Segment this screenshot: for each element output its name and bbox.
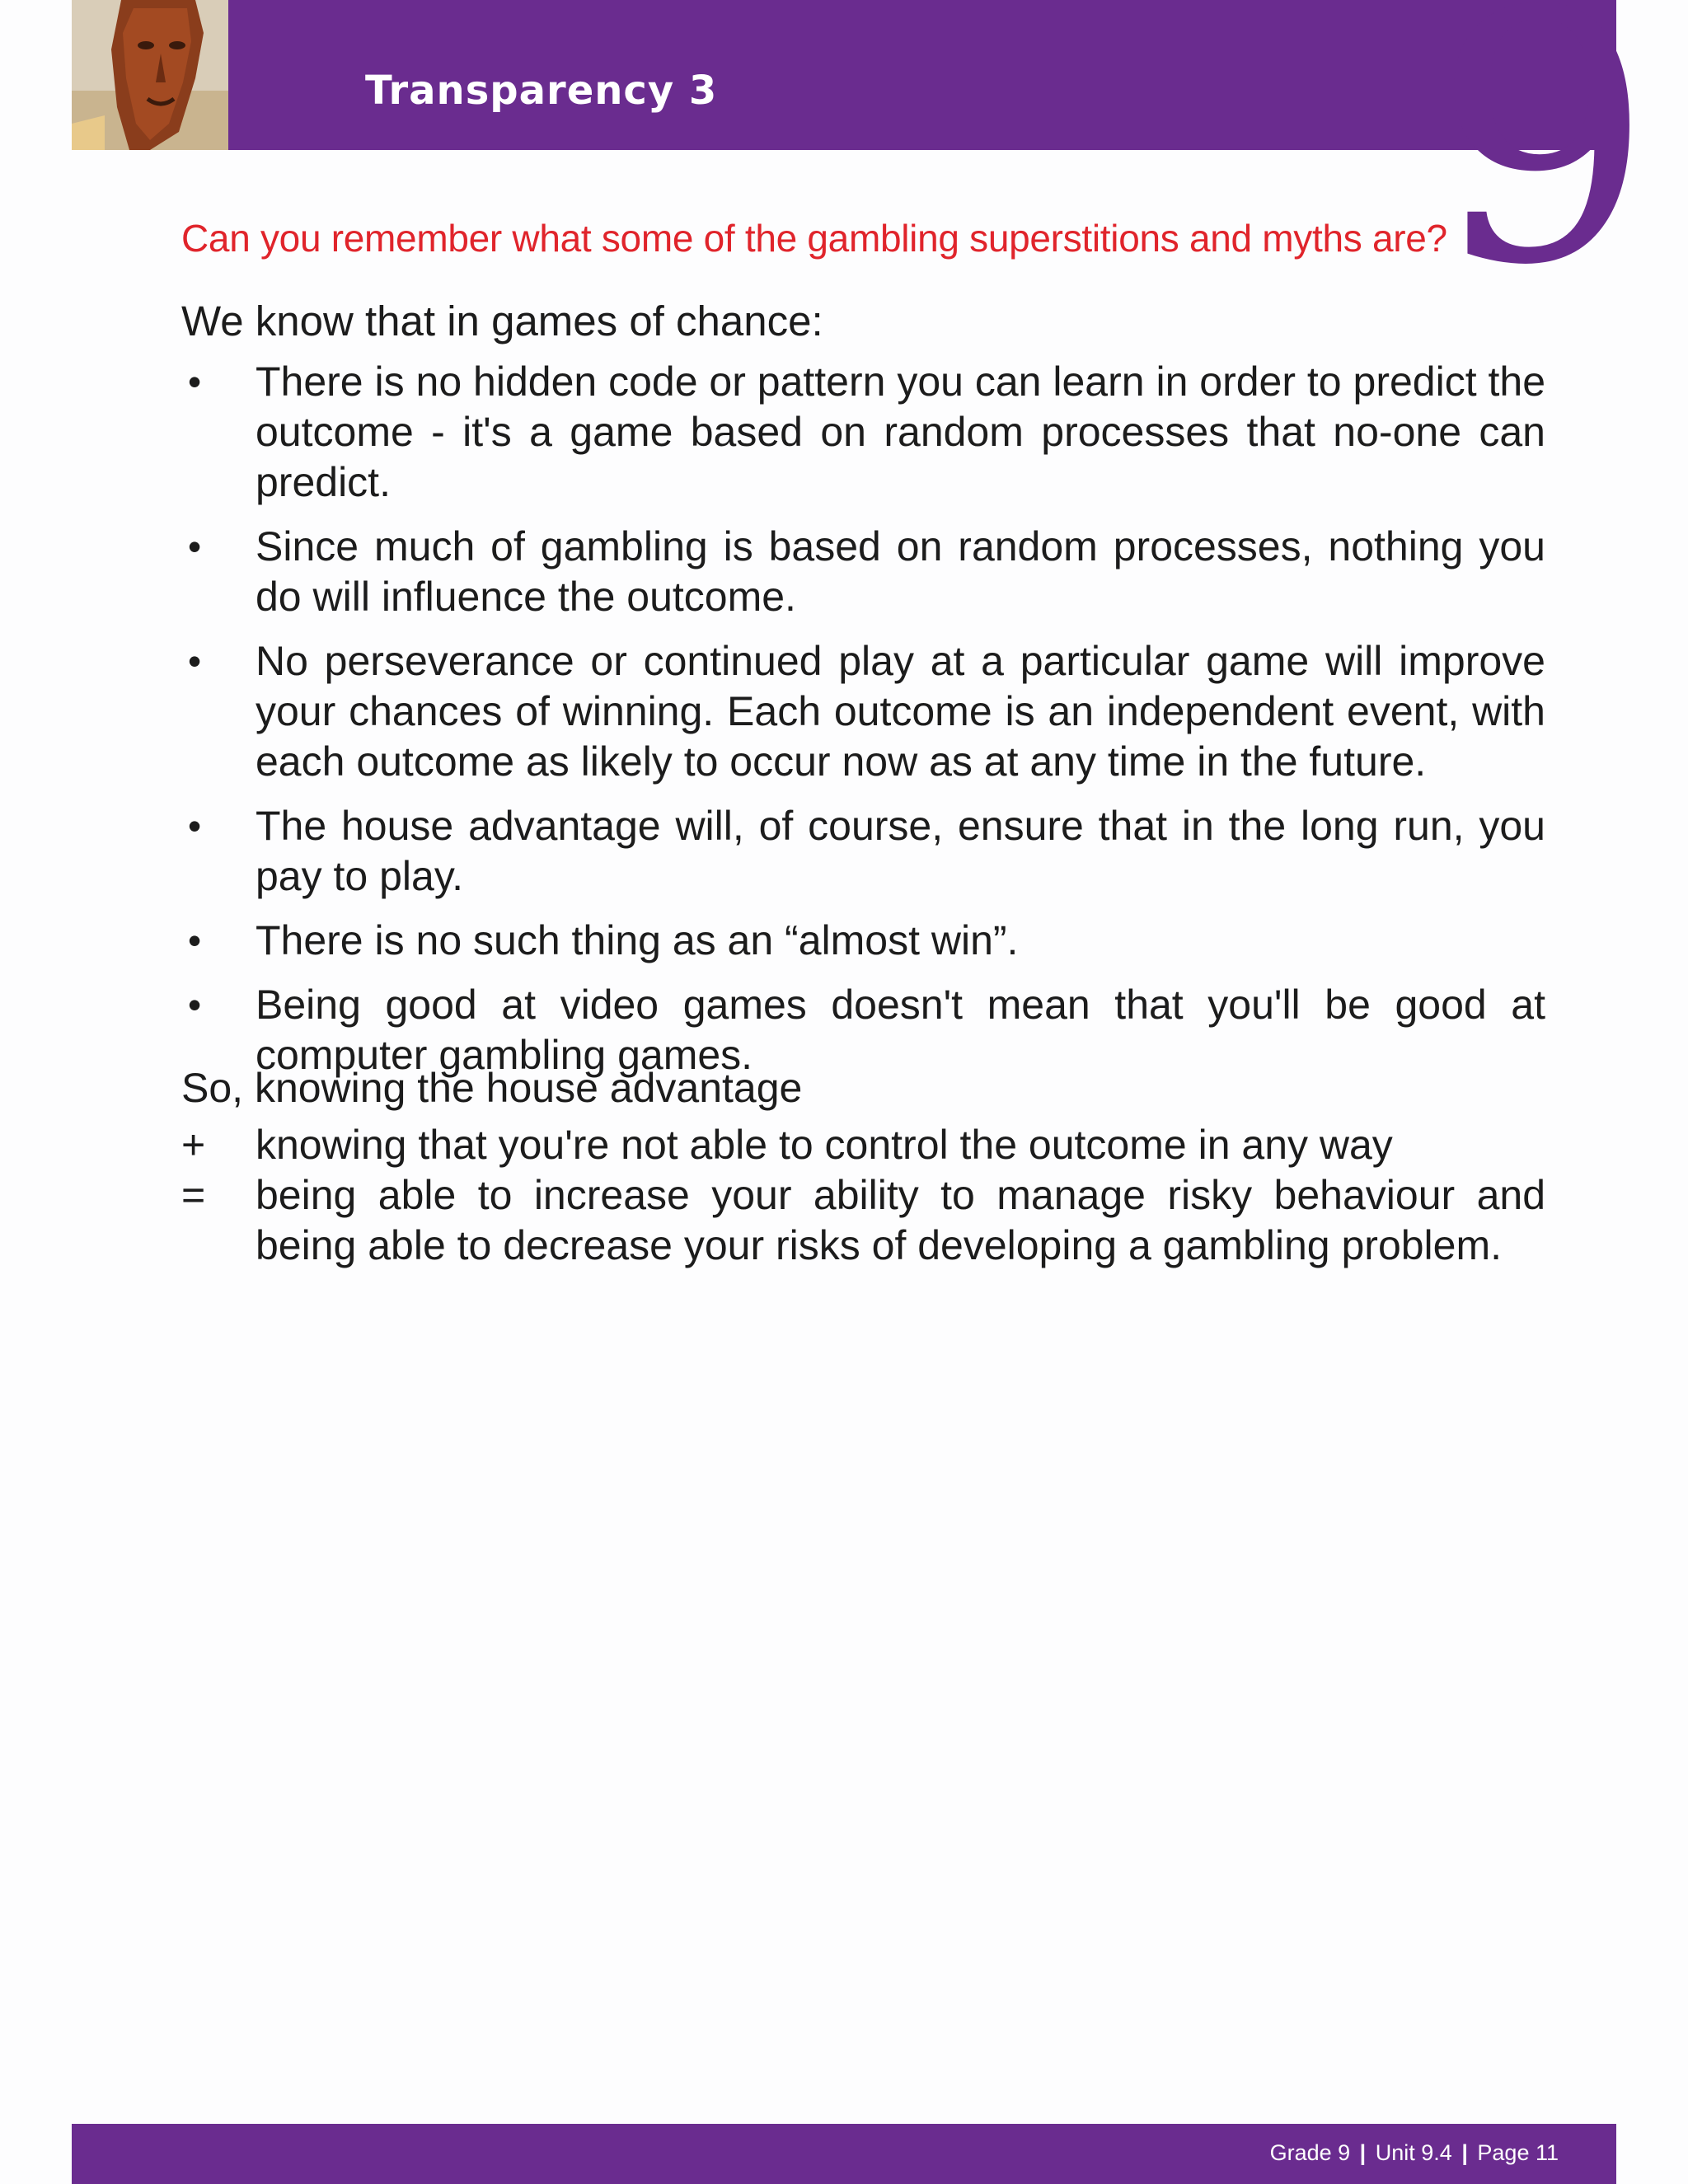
summary-intro: So, knowing the house advantage [181, 1065, 803, 1111]
bullet-item [181, 801, 1545, 902]
bullet-icon: • [188, 525, 202, 568]
page-title: Transparency 3 [365, 68, 718, 114]
plus-symbol: + [181, 1122, 206, 1168]
footer-separator: | [1359, 2140, 1367, 2165]
bullet-text: No perseverance or continued play at a particular game will improve your chances of winning. Each outcome is an independent event, with each outcome as likely to occur now as at any time in the future. [256, 638, 1545, 785]
summary-plus-text: knowing that you're not able to control the outcome in any way [256, 1122, 1393, 1168]
question-heading: Can you remember what some of the gambling superstitions and myths are? [181, 217, 1447, 260]
bullet-text: The house advantage will, of course, ensure that in the long run, you pay to play. [256, 803, 1545, 899]
bullet-text: Being good at video games doesn't mean that you'll be good at computer gambling games. [256, 982, 1545, 1078]
intro-text: We know that in games of chance: [181, 298, 823, 344]
equals-symbol: = [181, 1172, 206, 1218]
grade-digit: 9 [1432, 0, 1653, 341]
bullet-text: There is no such thing as an “almost win”. [256, 917, 1019, 963]
summary-block [181, 1063, 1545, 1271]
summary-plus-line [181, 1120, 1545, 1170]
header-band [72, 0, 1616, 150]
bullet-item [181, 636, 1545, 787]
bullet-list [181, 357, 1545, 1094]
bullet-item [181, 522, 1545, 622]
footer-separator: | [1461, 2140, 1468, 2165]
footer-unit: Unit 9.4 [1375, 2140, 1452, 2165]
footer-grade: Grade 9 [1269, 2140, 1351, 2165]
bullet-item [181, 357, 1545, 508]
bullet-icon: • [188, 804, 202, 847]
mask-image [72, 0, 228, 150]
summary-equals-line [181, 1170, 1545, 1271]
bullet-text: There is no hidden code or pattern you can learn in order to predict the outcome - it's a game based on random processes that no-one can predict. [256, 359, 1545, 505]
bullet-icon: • [188, 640, 202, 682]
footer-page-info [1270, 2140, 1559, 2166]
mask-photo [72, 0, 228, 150]
bullet-icon: • [188, 360, 202, 403]
footer-band [72, 2124, 1616, 2184]
bullet-icon: • [188, 983, 202, 1026]
bullet-item [181, 916, 1545, 966]
bullet-text: Since much of gambling is based on random processes, nothing you do will influence the outcome. [256, 523, 1545, 620]
summary-equals-text: being able to increase your ability to manage risky behaviour and being able to decrease your risks of developing a gambling problem. [256, 1172, 1545, 1268]
footer-page: Page 11 [1477, 2140, 1559, 2165]
bullet-icon: • [188, 919, 202, 962]
